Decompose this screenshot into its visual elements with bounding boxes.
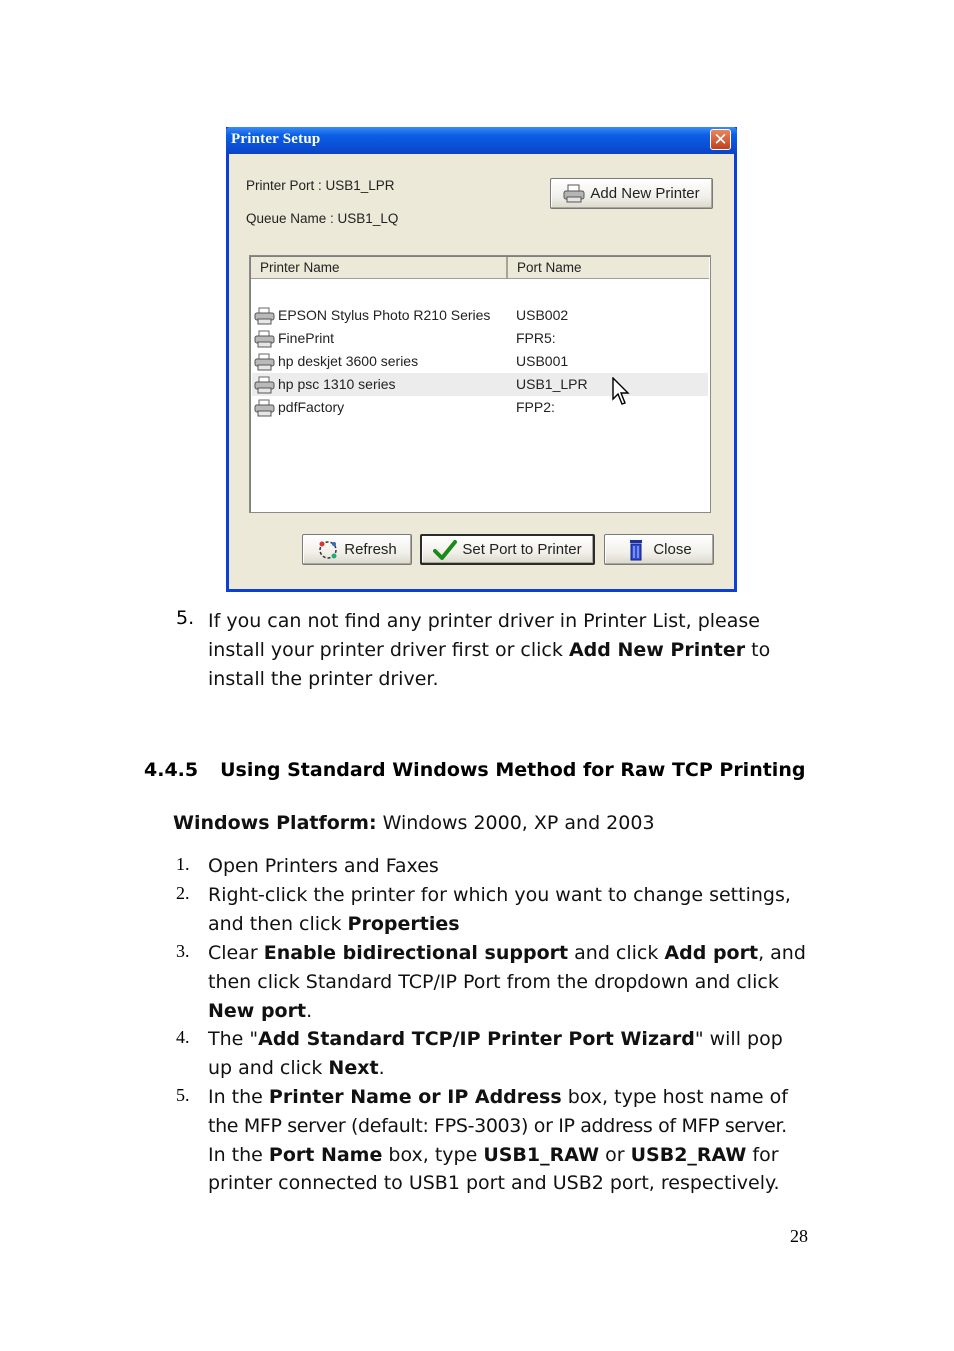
column-port-name[interactable]: Port Name xyxy=(517,260,582,275)
step-number: 4. xyxy=(176,1027,190,1047)
step-5-paragraph xyxy=(208,607,828,693)
step-3-text: Clear Enable bidirectional support and click Add port, and then click Standard TCP/IP Port from the dropdown and click New port. xyxy=(208,942,806,1022)
set-port-to-printer-button[interactable] xyxy=(420,534,595,565)
close-label: Close xyxy=(653,541,692,558)
printer-icon xyxy=(254,353,276,371)
page-number: 28 xyxy=(790,1226,808,1246)
dialog-title: Printer Setup xyxy=(231,131,321,147)
add-new-printer-ref: Add New Printer xyxy=(568,638,746,661)
refresh-label: Refresh xyxy=(344,541,397,558)
text-line: If you can not find any printer driver in Printer List, please xyxy=(208,610,760,632)
printer-port-label: Printer Port : USB1_LPR xyxy=(246,178,395,193)
list-item[interactable] xyxy=(252,350,708,373)
printer-list xyxy=(249,255,711,513)
printer-icon xyxy=(254,376,276,394)
platform-label: Windows Platform: xyxy=(173,812,377,834)
platform-line xyxy=(173,809,655,838)
port-name: USB1_LPR xyxy=(516,376,588,392)
list-item[interactable] xyxy=(252,327,708,350)
close-button[interactable] xyxy=(604,534,714,565)
step-5-text: In the Printer Name or IP Address box, type host name of the MFP server (default: FPS-3003) or IP address of MFP server. In the Port Name box, type USB1_RAW or USB2_RAW for printer connected to USB1 port and USB2 port, respectively. xyxy=(208,1086,788,1195)
printer-name: hp psc 1310 series xyxy=(278,376,396,392)
list-item[interactable] xyxy=(252,304,708,327)
checkmark-icon xyxy=(433,539,457,561)
text-line: install your printer driver first or click Add New Printer to xyxy=(208,638,771,661)
section-heading xyxy=(144,759,805,781)
queue-name-label: Queue Name : USB1_LQ xyxy=(246,211,399,226)
column-printer-name[interactable]: Printer Name xyxy=(260,260,340,275)
set-port-label: Set Port to Printer xyxy=(462,541,582,558)
refresh-button[interactable] xyxy=(302,534,412,565)
printer-name: hp deskjet 3600 series xyxy=(278,353,419,369)
port-name: FPR5: xyxy=(516,330,556,346)
list-item-selected[interactable] xyxy=(252,373,708,396)
printer-name: FinePrint xyxy=(278,330,335,346)
step-number: 1. xyxy=(176,854,190,874)
port-name: USB001 xyxy=(516,353,569,369)
section-title: Using Standard Windows Method for Raw TCP Printing xyxy=(220,759,806,781)
add-new-printer-label: Add New Printer xyxy=(590,185,700,202)
step-4-text: The "Add Standard TCP/IP Printer Port Wizard" will pop up and click Next. xyxy=(208,1028,783,1079)
port-name: USB002 xyxy=(516,307,569,323)
printer-name: EPSON Stylus Photo R210 Series xyxy=(278,307,491,323)
port-name: FPP2: xyxy=(516,399,555,415)
title-bar xyxy=(226,127,737,154)
mouse-cursor-icon xyxy=(612,377,630,407)
list-header xyxy=(251,257,709,279)
column-divider[interactable] xyxy=(506,257,508,278)
printer-icon xyxy=(254,399,276,417)
list-item[interactable] xyxy=(252,396,708,419)
refresh-icon xyxy=(317,539,339,561)
printer-setup-dialog xyxy=(226,127,737,592)
printer-name: pdfFactory xyxy=(278,399,345,415)
trash-icon xyxy=(626,538,648,562)
close-icon[interactable]: ✕ xyxy=(710,129,731,150)
step-number: 5. xyxy=(176,1085,190,1105)
step-2-text: Right-click the printer for which you want to change settings, and then click Properties xyxy=(208,884,791,935)
add-new-printer-button[interactable] xyxy=(550,178,713,209)
printer-icon xyxy=(254,330,276,348)
printer-icon xyxy=(254,307,276,325)
step-1-text: Open Printers and Faxes xyxy=(208,855,439,877)
step-number: 2. xyxy=(176,883,190,903)
step-number: 5. xyxy=(176,607,195,629)
section-number: 4.4.5 xyxy=(144,759,199,781)
platform-value: Windows 2000, XP and 2003 xyxy=(376,812,655,834)
printer-icon xyxy=(563,184,585,204)
text-line: install the printer driver. xyxy=(208,667,439,690)
step-number: 3. xyxy=(176,941,190,961)
